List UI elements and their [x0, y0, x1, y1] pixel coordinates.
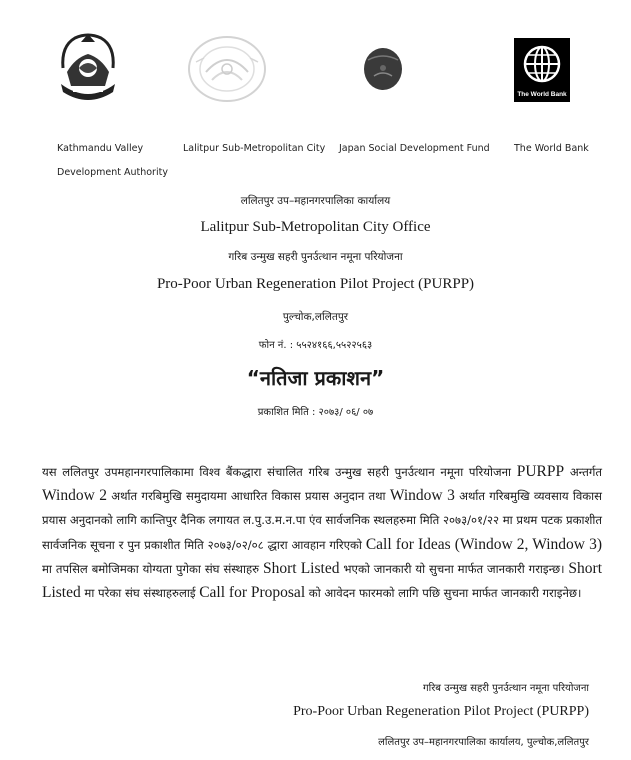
jsdf-label: Japan Social Development Fund	[339, 143, 490, 154]
world-bank-logo-text: The World Bank	[517, 91, 567, 98]
signature-office-address: ललितपुर उप–महानगरपालिका कार्यालय, पुल्चोक,ललितपुर	[378, 737, 589, 748]
body-text: Call for Ideas (Window 2, Window 3)	[365, 535, 603, 553]
body-text: यस ललितपुर उपमहानगरपालिकामा विश्व बैंकद्धारा संचालित गरिब उन्मुख सहरी पुनर्उत्थान नमूना परियोजना	[42, 465, 517, 479]
office-title-english: Lalitpur Sub-Metropolitan City Office	[200, 219, 431, 235]
body-text: PURPP	[516, 463, 565, 480]
logo-row	[0, 28, 631, 110]
kvda-label-line2: Development Authority	[57, 167, 168, 178]
body-text: Call for Proposal	[199, 584, 306, 602]
publish-date: प्रकाशित मिति : २०७३/ ०६/ ०७	[257, 407, 374, 418]
notice-title: “नतिजा प्रकाशन”	[246, 366, 385, 390]
body-text: भएको जानकारी यो सुचना मार्फत जानकारी गराइन्छ।	[339, 561, 569, 576]
body-text: को आवेदन फारमको लागि पछि सुचना मार्फत जानकारी गराइनेछ।	[305, 586, 582, 601]
body-text: मा परेका संघ संस्थाहरुलाई	[80, 586, 200, 601]
body-text: अन्तर्गत	[564, 465, 602, 479]
body-text: Window 3	[389, 487, 455, 505]
body-text: Window 2	[42, 487, 107, 505]
phone-number: फोन नं. : ५५२४१६६,५५२२५६३	[258, 340, 373, 351]
world-bank-logo	[514, 38, 570, 106]
body-text: अर्थात गरबिमुखि समुदायमा आधारित विकास प्रयास अनुदान तथा	[106, 489, 390, 504]
body-text: मा तपसिल बमोजिमका योग्यता पुगेका संघ संस्थाहरु	[42, 561, 263, 576]
jsdf-logo	[362, 44, 404, 96]
project-title-english: Pro-Poor Urban Regeneration Pilot Project (PURPP)	[156, 276, 475, 292]
address: पुल्चोक,ललितपुर	[282, 311, 349, 323]
lalitpur-seal	[186, 34, 268, 108]
project-title-nepali: गरिब उन्मुख सहरी पुनर्उत्थान नमूना परियोजना	[228, 251, 403, 263]
body-text: Short Listed	[42, 559, 602, 602]
signature-project-english: Pro-Poor Urban Regeneration Pilot Project (PURPP)	[293, 704, 589, 719]
world-bank-label: The World Bank	[514, 143, 589, 154]
kvda-emblem	[55, 28, 121, 106]
body-text: Short Listed	[263, 559, 340, 577]
notice-body	[42, 460, 602, 605]
signature-project-nepali: गरिब उन्मुख सहरी पुनर्उत्थान नमूना परियोजना	[423, 683, 589, 694]
lalitpur-label: Lalitpur Sub-Metropolitan City	[183, 143, 326, 154]
body-text: अर्थात गरिबमुखि व्यवसाय विकास प्रयास अनुदानको लागि कान्तिपुर दैनिक लगायत ल.पु.उ.म.न.पा एंव सार्वजनिक स्थलहरुमा मिति २०७३/०१/२२ मा प्रथम पटक प्रकाशीत सार्वजनिक सूचना र पुन प्रकाशीत मिति २०७३/०२/०८ द्धारा आवहान गरिएको	[42, 489, 603, 552]
kvda-label: Kathmandu Valley	[57, 143, 144, 154]
office-title-nepali: ललितपुर उप–महानगरपालिका कार्यालय	[240, 195, 391, 207]
